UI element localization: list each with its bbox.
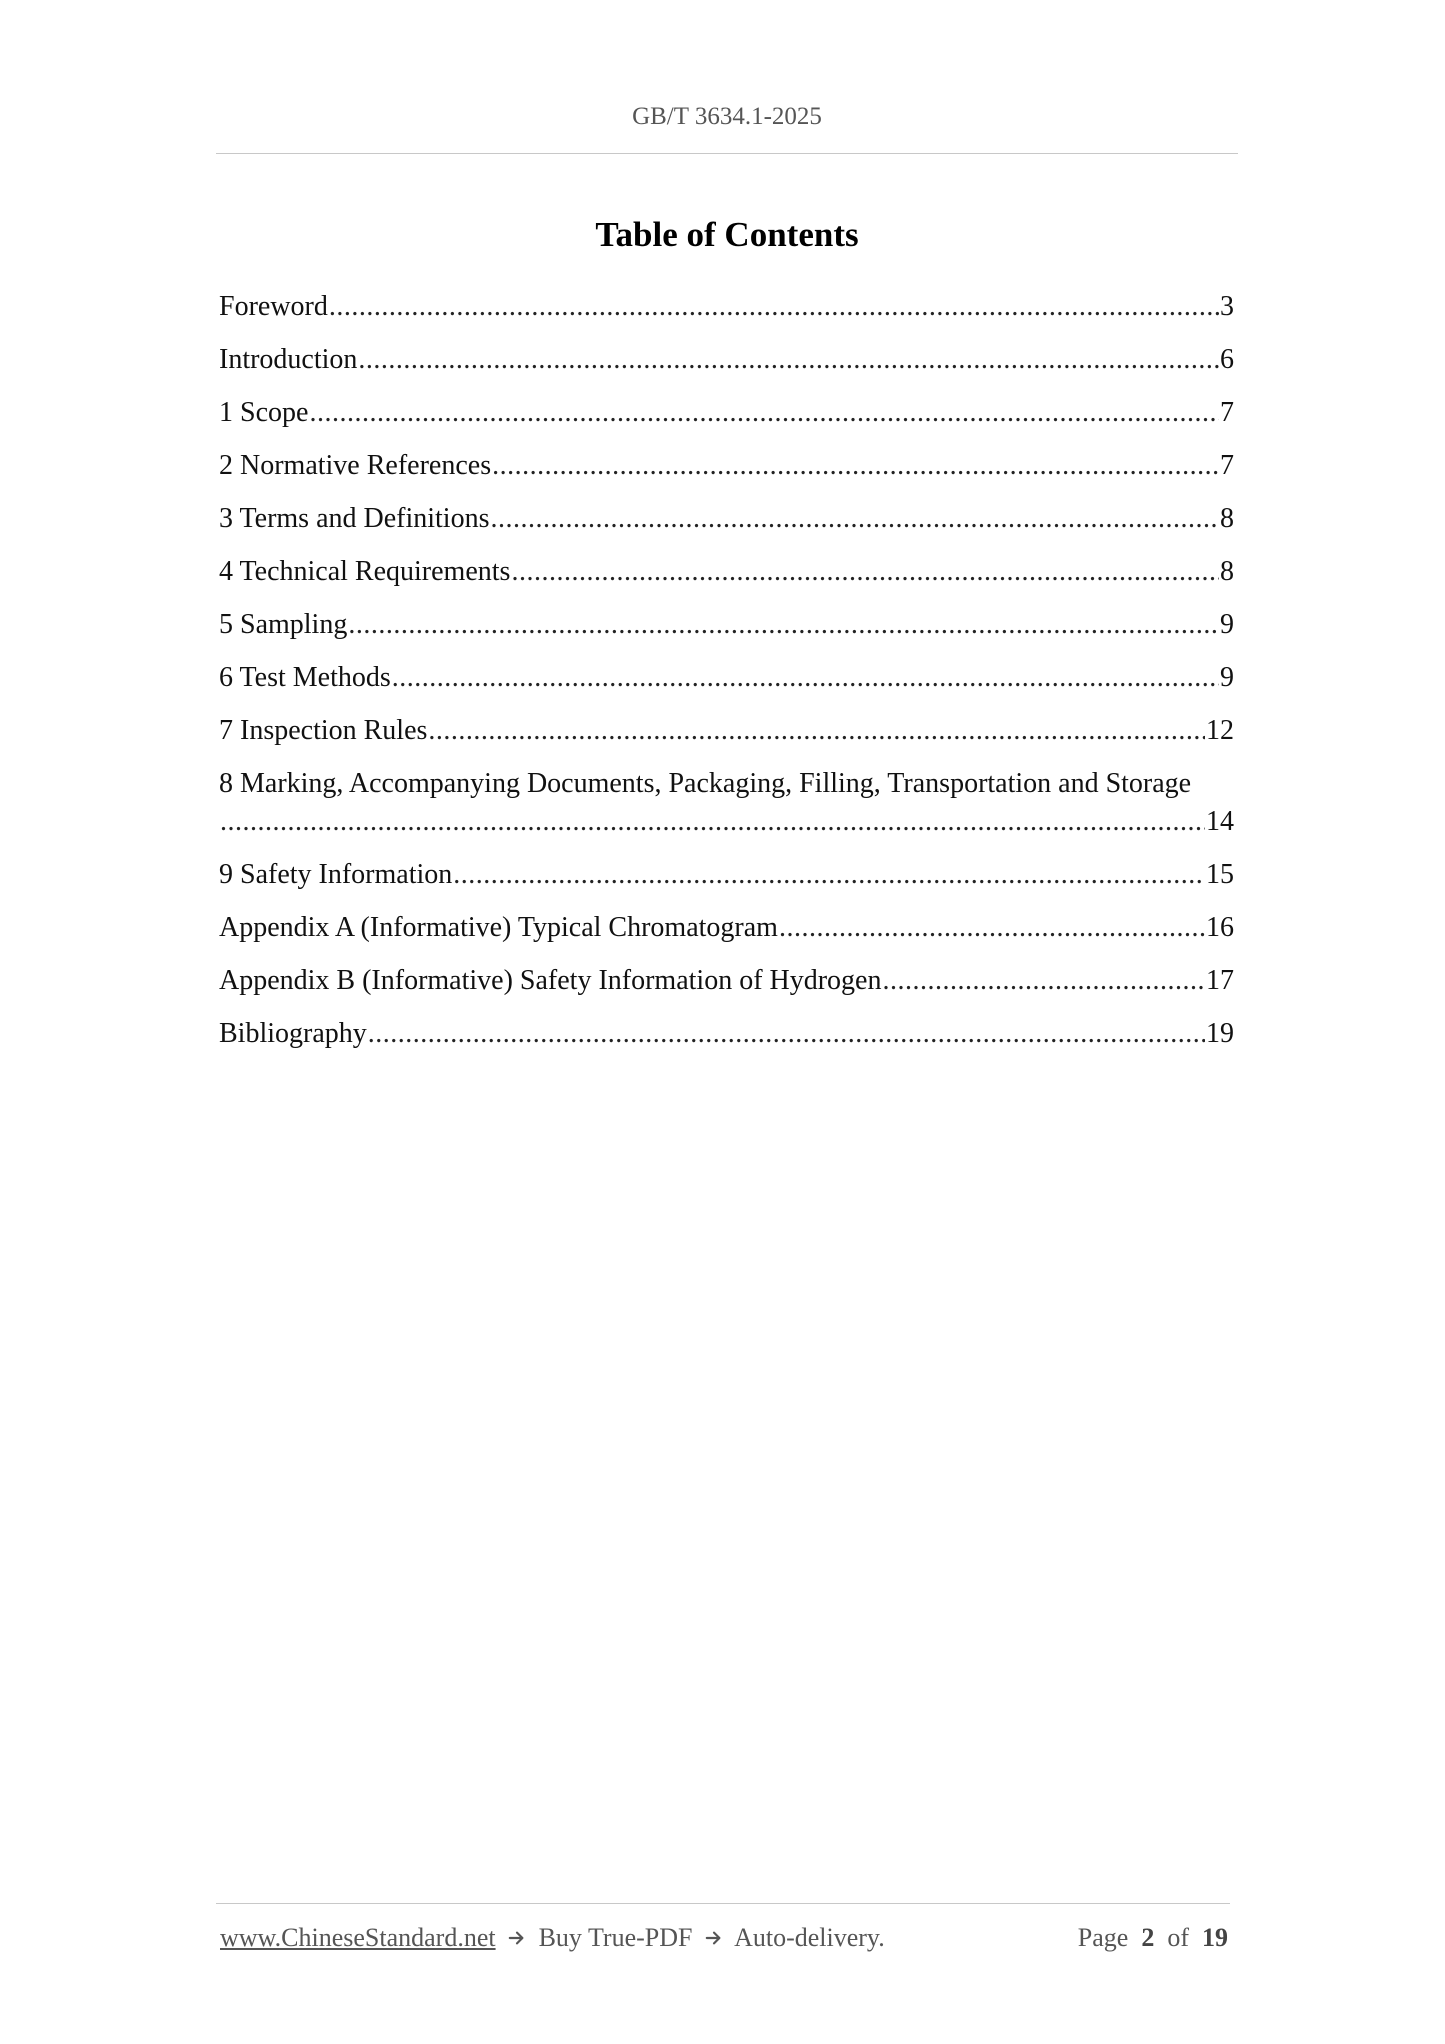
- toc-dot-leader: [779, 909, 1205, 947]
- toc-entry-bibliography[interactable]: [219, 1015, 1234, 1053]
- toc-entry-page: 8: [1220, 503, 1234, 534]
- table-of-contents: [219, 288, 1234, 1068]
- arrow-right-icon: [508, 1929, 526, 1947]
- toc-dot-leader: [329, 288, 1219, 326]
- toc-entry-label: 4 Technical Requirements: [219, 556, 511, 587]
- toc-dot-leader: [492, 447, 1219, 485]
- toc-entry-terms-definitions[interactable]: [219, 500, 1234, 538]
- total-pages-number: 19: [1202, 1923, 1228, 1952]
- toc-entry-label: Bibliography: [219, 1018, 367, 1049]
- toc-entry-label: 9 Safety Information: [219, 859, 453, 890]
- toc-entry-page: 7: [1220, 397, 1234, 428]
- toc-entry-label: 2 Normative References: [219, 450, 492, 481]
- toc-entry-normative-references[interactable]: [219, 447, 1234, 485]
- toc-dot-leader: [882, 962, 1205, 1000]
- current-page-number: 2: [1141, 1923, 1155, 1952]
- toc-entry-sampling[interactable]: [219, 606, 1234, 644]
- toc-entry-page: 7: [1220, 450, 1234, 481]
- toc-entry-label: Foreword: [219, 291, 328, 322]
- toc-entry-page: 9: [1220, 609, 1234, 640]
- toc-entry-label: 7 Inspection Rules: [219, 715, 428, 746]
- toc-entry-introduction[interactable]: [219, 341, 1234, 379]
- page-of-label: of: [1167, 1923, 1189, 1952]
- website-link[interactable]: www.ChineseStandard.net: [220, 1923, 496, 1952]
- toc-entry-foreword[interactable]: [219, 288, 1234, 326]
- toc-entry-page: 8: [1220, 556, 1234, 587]
- toc-entry-safety-information[interactable]: [219, 856, 1234, 894]
- toc-dot-leader: [220, 803, 1205, 841]
- toc-dot-leader: [348, 606, 1219, 644]
- toc-dot-leader: [392, 659, 1219, 697]
- toc-entry-page: 6: [1220, 344, 1234, 375]
- toc-entry-label: Introduction: [219, 344, 358, 375]
- toc-entry-page: 16: [1206, 912, 1234, 943]
- running-header: GB/T 3634.1-2025: [632, 103, 822, 130]
- toc-entry-page: 14: [1206, 806, 1234, 837]
- toc-entry-page: 17: [1206, 965, 1234, 996]
- toc-entry-appendix-b[interactable]: [219, 962, 1234, 1000]
- toc-entry-marking-packaging[interactable]: [219, 765, 1234, 841]
- arrow-right-icon: [705, 1929, 723, 1947]
- toc-entry-appendix-a[interactable]: [219, 909, 1234, 947]
- toc-entry-test-methods[interactable]: [219, 659, 1234, 697]
- toc-dot-leader: [368, 1015, 1205, 1053]
- toc-entry-label: 8 Marking, Accompanying Documents, Packaging, Filling, Transportation and Storage: [219, 768, 1192, 799]
- page-indicator: [1078, 1923, 1228, 1953]
- toc-entry-label: 5 Sampling: [219, 609, 348, 640]
- page-label: Page: [1077, 1923, 1129, 1952]
- toc-entry-page: 12: [1206, 715, 1234, 746]
- toc-entry-inspection-rules[interactable]: [219, 712, 1234, 750]
- toc-dot-leader: [453, 856, 1205, 894]
- footer-divider: [216, 1903, 1230, 1904]
- toc-entry-label: 3 Terms and Definitions: [219, 503, 490, 534]
- toc-entry-label: 6 Test Methods: [219, 662, 391, 693]
- toc-dot-leader: [358, 341, 1219, 379]
- toc-title: Table of Contents: [595, 215, 859, 254]
- buy-pdf-text: Buy True-PDF: [538, 1923, 693, 1952]
- toc-dot-leader: [490, 500, 1219, 538]
- toc-entry-scope[interactable]: [219, 394, 1234, 432]
- toc-dot-leader: [511, 553, 1219, 591]
- header-divider: [216, 153, 1238, 154]
- auto-delivery-text: Auto-delivery.: [734, 1923, 885, 1952]
- toc-dot-leader: [428, 712, 1205, 750]
- toc-entry-technical-requirements[interactable]: [219, 553, 1234, 591]
- toc-entry-label: 1 Scope: [219, 397, 309, 428]
- toc-dot-leader: [309, 394, 1219, 432]
- toc-entry-page: 15: [1206, 859, 1234, 890]
- toc-entry-page: 19: [1206, 1018, 1234, 1049]
- toc-entry-label: Appendix B (Informative) Safety Information of Hydrogen: [219, 965, 882, 996]
- toc-entry-page: 9: [1220, 662, 1234, 693]
- toc-entry-label: Appendix A (Informative) Typical Chromatogram: [219, 912, 778, 943]
- footer-promo: [220, 1923, 885, 1953]
- toc-entry-page: 3: [1220, 291, 1234, 322]
